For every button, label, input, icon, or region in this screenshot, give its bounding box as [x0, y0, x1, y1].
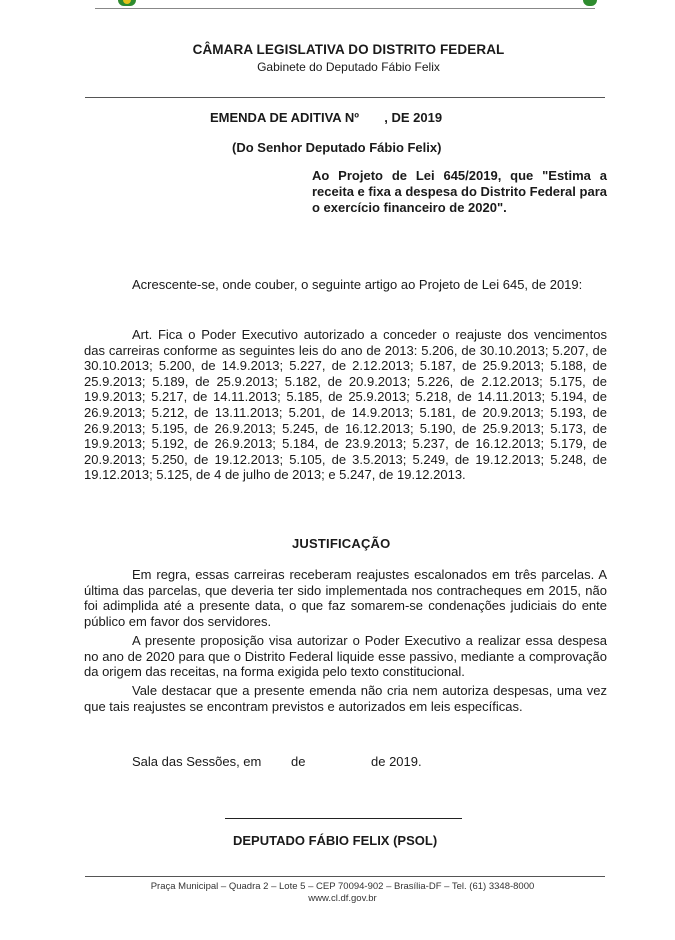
top-border — [95, 8, 595, 9]
justification-heading: JUSTIFICAÇÃO — [292, 536, 391, 551]
footer-address: Praça Municipal – Quadra 2 – Lote 5 – CEP 70094-902 – Brasília-DF – Tel. (61) 3348-8000 — [150, 881, 535, 892]
amendment-summary: Ao Projeto de Lei 645/2019, que "Estima a receita e fixa a despesa do Distrito Federal para o exercício financeiro de 2020". — [312, 168, 607, 215]
letterhead — [0, 42, 675, 74]
flag-emblem-icon — [583, 0, 597, 6]
amendment-title: EMENDA DE ADITIVA Nº , DE 2019 — [210, 110, 443, 125]
signature-line — [225, 818, 462, 819]
article-paragraph: Art. Fica o Poder Executivo autorizado a conceder o reajuste dos vencimentos das carreiras conforme as seguintes leis do ano de 2013: 5.206, de 30.10.2013; 5.207, de 30.10.2013; 5.200, de 14.9.2013; 5.227, de 2.12.2013; 5.187, de 25.9.2013; 5.188, de 25.9.2013; 5.189, de 25.9.2013; 5.182, de 20.9.2013; 5.226, de 2.12.2013; 5.175, de 19.9.2013; 5.217, de 14.11.2013; 5.185, de 25.9.2013; 5.218, de 14.11.2013; 5.194, de 26.9.2013; 5.212, de 13.11.2013; 5.201, de 14.9.2013; 5.181, de 20.9.2013; 5.193, de 26.9.2013; 5.195, de 26.9.2013; 5.245, de 16.12.2013; 5.190, de 25.9.2013; 5.173, de 19.9.2013; 5.192, de 26.9.2013; 5.184, de 23.9.2013; 5.237, de 16.12.2013; 5.179, de 20.9.2013; 5.250, de 19.12.2013; 5.105, de 3.5.2013; 5.249, de 19.12.2013; 5.248, de 19.12.2013; 5.125, de 4 de julho de 2013; e 5.247, de 19.12.2013. — [84, 327, 607, 483]
footer-divider — [85, 876, 605, 877]
chamber-logo-icon — [118, 0, 136, 6]
footer — [0, 881, 675, 905]
header-divider — [85, 97, 605, 98]
signer-name: DEPUTADO FÁBIO FELIX (PSOL) — [233, 833, 438, 848]
intro-paragraph: Acrescente-se, onde couber, o seguinte artigo ao Projeto de Lei 645, de 2019: — [132, 277, 583, 292]
amendment-author: (Do Senhor Deputado Fábio Felix) — [232, 140, 442, 155]
office-name: Gabinete do Deputado Fábio Felix — [257, 60, 440, 74]
justification-paragraph-2: A presente proposição visa autorizar o Poder Executivo a realizar essa despesa no ano de 2020 para que o Distrito Federal liquide esse passivo, mediante a comprovação da origem das receitas, na forma exigida pelo texto constitucional. — [84, 633, 607, 680]
session-room-label: Sala das Sessões, em — [132, 754, 262, 769]
date-connector: de — [291, 754, 306, 769]
date-year: de 2019. — [371, 754, 422, 769]
institution-name: CÂMARA LEGISLATIVA DO DISTRITO FEDERAL — [192, 42, 505, 57]
footer-website: www.cl.df.gov.br — [308, 893, 377, 904]
justification-paragraph-3: Vale destacar que a presente emenda não cria nem autoriza despesas, uma vez que tais reajustes se encontram previstos e autorizados em leis específicas. — [84, 683, 607, 714]
justification-paragraph-1: Em regra, essas carreiras receberam reajustes escalonados em três parcelas. A última das parcelas, que deveria ter sido implementada nos contracheques em 2015, não foi adimplida até a presente data, o que faz somarem-se condenações judiciais do ente público em favor dos servidores. — [84, 567, 607, 629]
